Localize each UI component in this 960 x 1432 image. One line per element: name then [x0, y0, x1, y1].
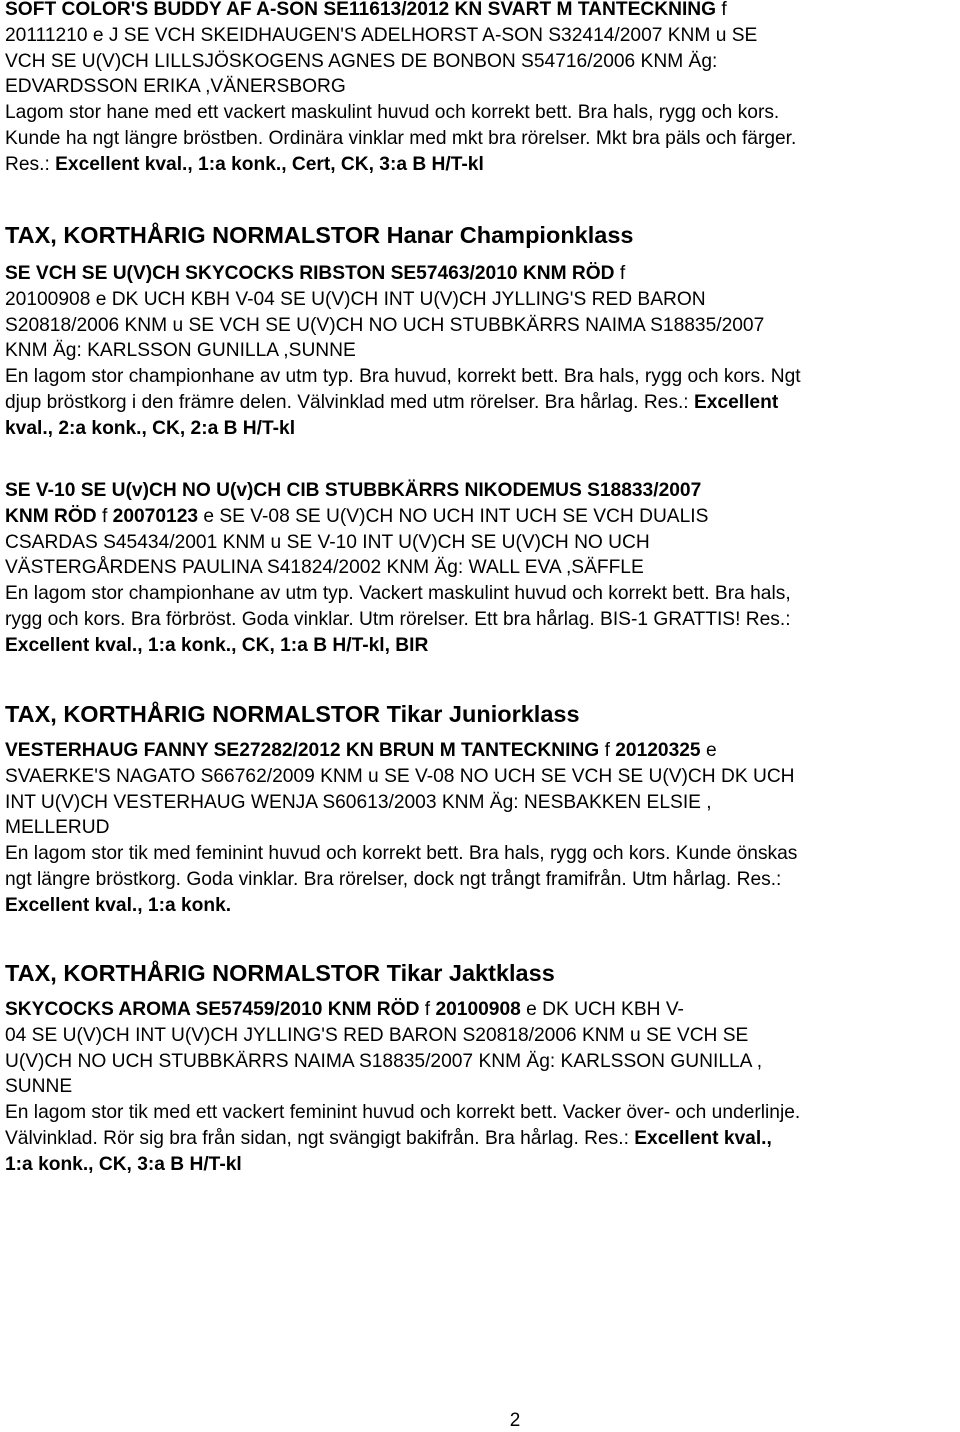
dog-name: SKYCOCKS AROMA SE57459/2010 KNM RÖD [5, 999, 420, 1020]
class-heading-hanar-championklass: TAX, KORTHÅRIG NORMALSTOR Hanar Championklass [5, 222, 634, 248]
page-number: 2 [509, 1410, 521, 1431]
birth-date: 20120325 [615, 740, 701, 761]
entry-text: f [599, 740, 616, 761]
dog-name: SE VCH SE U(V)CH SKYCOCKS RIBSTON SE57463/2010 KNM RÖD [5, 263, 615, 284]
entry-text: e DK UCH KBH V- [520, 999, 684, 1020]
entry-text: f [96, 505, 113, 527]
dog-name: SE V-10 SE U(v)CH NO U(v)CH CIB STUBBKÄRRS NIKODEMUS S18833/2007 [5, 480, 702, 501]
entry-text: f [614, 263, 626, 284]
entry-line: 20111210 e J SE VCH SKEIDHAUGEN'S ADELHORST A-SON S32414/2007 KNM u SE [5, 24, 758, 46]
class-heading-tikar-juniorklass: TAX, KORTHÅRIG NORMALSTOR Tikar Juniorklass [5, 701, 580, 727]
dog-entry-skycocks-ribston [5, 261, 957, 442]
reg-info: KNM RÖD [5, 505, 97, 527]
critique-line: Lagom stor hane med ett vackert maskulint huvud och korrekt bett. Bra hals, rygg och kors. [5, 102, 780, 124]
entry-line: SUNNE [5, 1076, 73, 1098]
entry-line: S20818/2006 KNM u SE VCH SE U(V)CH NO UCH STUBBKÄRRS NAIMA S18835/2007 [5, 314, 765, 336]
critique-text: djup bröstkorg i den främre delen. Välvinklad med utm rörelser. Bra hårlag. Res.: [5, 391, 694, 413]
entry-text: e [700, 740, 717, 761]
entry-line [5, 504, 957, 530]
critique-line: Kunde ha ngt längre bröstben. Ordinära vinklar med mkt bra rörelser. Mkt bra päls och färger. [5, 127, 797, 149]
entry-line [5, 261, 957, 287]
result-value: Excellent kval., [634, 1127, 772, 1149]
entry-line: VCH SE U(V)CH LILLSJÖSKOGENS AGNES DE BONBON S54716/2006 KNM Äg: [5, 50, 718, 72]
entry-line: U(V)CH NO UCH STUBBKÄRRS NAIMA S18835/2007 KNM Äg: KARLSSON GUNILLA , [5, 1050, 763, 1072]
entry-line: 20100908 e DK UCH KBH V-04 SE U(V)CH INT U(V)CH JYLLING'S RED BARON [5, 288, 706, 310]
entry-line: MELLERUD [5, 817, 110, 839]
result-label: Res.: [5, 153, 56, 175]
entry-line [5, 997, 957, 1023]
entry-line: VÄSTERGÅRDENS PAULINA S41824/2002 KNM Äg: WALL EVA ,SÄFFLE [5, 557, 644, 579]
critique-line: En lagom stor tik med ett vackert feminint huvud och korrekt bett. Vacker över- och underlinje. [5, 1102, 801, 1124]
result-line: Excellent kval., 1:a konk., CK, 1:a B H/T-kl, BIR [5, 634, 429, 656]
result-value: Excellent [693, 391, 779, 413]
entry-text: f [419, 999, 436, 1020]
result-line: Excellent kval., 1:a konk. [5, 894, 232, 916]
critique-line: En lagom stor championhane av utm typ. Bra huvud, korrekt bett. Bra hals, rygg och kors. Ngt [5, 366, 801, 388]
entry-line: 04 SE U(V)CH INT U(V)CH JYLLING'S RED BARON S20818/2006 KNM u SE VCH SE [5, 1024, 749, 1046]
critique-text: Välvinklad. Rör sig bra från sidan, ngt svängigt bakifrån. Bra hårlag. Res.: [5, 1127, 635, 1149]
critique-line: ngt längre bröstkorg. Goda vinklar. Bra rörelser, dock ngt trångt framifrån. Utm hårlag. Res.: [5, 868, 782, 890]
entry-line: KNM Äg: KARLSSON GUNILLA ,SUNNE [5, 340, 356, 362]
dog-name: VESTERHAUG FANNY SE27282/2012 KN BRUN M TANTECKNING [5, 740, 600, 761]
dog-entry-vesterhaug-fanny [5, 738, 957, 919]
entry-text: e SE V-08 SE U(V)CH NO UCH INT UCH SE VCH DUALIS [198, 505, 709, 527]
critique-line: En lagom stor championhane av utm typ. Vackert maskulint huvud och korrekt bett. Bra hals, [5, 583, 791, 605]
critique-line [5, 390, 957, 416]
entry-text: f [716, 0, 727, 20]
result-value: Excellent kval., 1:a konk., Cert, CK, 3:a B H/T-kl [55, 153, 484, 175]
class-heading-tikar-jaktklass: TAX, KORTHÅRIG NORMALSTOR Tikar Jaktklass [5, 960, 555, 986]
entry-line: SVAERKE'S NAGATO S66762/2009 KNM u SE V-08 NO UCH SE VCH SE U(V)CH DK UCH [5, 765, 795, 787]
birth-date: 20070123 [112, 505, 199, 527]
entry-line: CSARDAS S45434/2001 KNM u SE V-10 INT U(V)CH SE U(V)CH NO UCH [5, 531, 650, 553]
result-line: kval., 2:a konk., CK, 2:a B H/T-kl [5, 417, 296, 439]
dog-entry-skycocks-aroma [5, 997, 957, 1178]
critique-line [5, 1126, 957, 1152]
birth-date: 20100908 [435, 999, 521, 1020]
dog-entry-soft-colors-buddy [5, 0, 957, 178]
critique-line: rygg och kors. Bra förbröst. Goda vinklar. Utm rörelser. Ett bra hårlag. BIS-1 GRATTIS! Res.: [5, 608, 791, 630]
dog-name: SOFT COLOR'S BUDDY AF A-SON SE11613/2012 KN SVART M TANTECKNING [5, 0, 717, 20]
critique-line: En lagom stor tik med feminint huvud och korrekt bett. Bra hals, rygg och kors. Kunde önskas [5, 843, 798, 865]
result-line [5, 152, 957, 178]
entry-line [5, 0, 957, 23]
entry-line [5, 738, 957, 764]
dog-entry-stubbkarrs-nikodemus [5, 478, 957, 659]
entry-line: EDVARDSSON ERIKA ,VÄNERSBORG [5, 76, 346, 98]
entry-line: INT U(V)CH VESTERHAUG WENJA S60613/2003 KNM Äg: NESBAKKEN ELSIE , [5, 791, 712, 813]
result-line: 1:a konk., CK, 3:a B H/T-kl [5, 1153, 242, 1175]
